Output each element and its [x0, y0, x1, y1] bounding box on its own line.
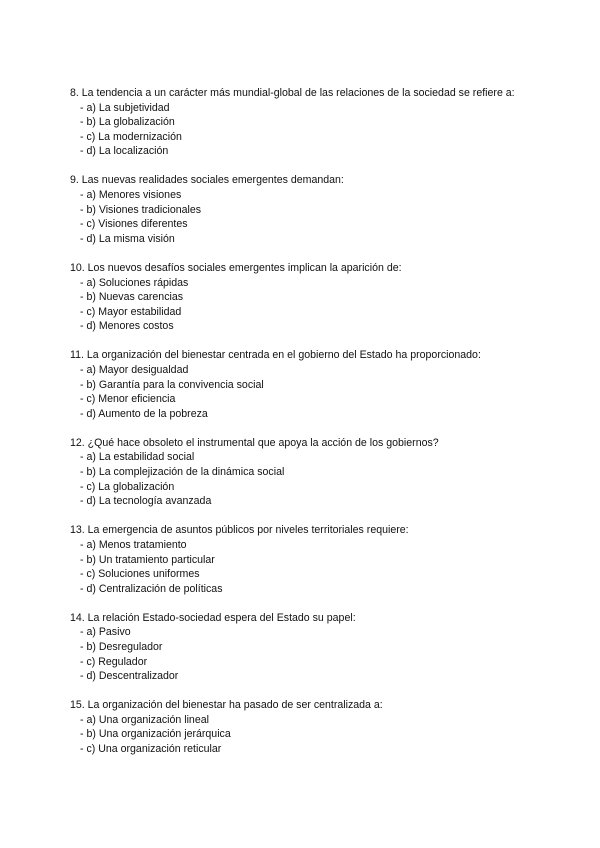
options-list: [70, 450, 540, 508]
option-a: - a) Mayor desigualdad: [80, 364, 189, 376]
question-text: 8. La tendencia a un carácter más mundial-global de las relaciones de la sociedad se refiere a:: [70, 87, 515, 99]
options-list: [70, 625, 540, 683]
option-a: - a) Una organización lineal: [80, 713, 209, 726]
question-9: [70, 173, 540, 246]
question-text: 9. Las nuevas realidades sociales emergentes demandan:: [70, 174, 344, 187]
option-c: - c) Regulador: [80, 655, 148, 668]
options-list: [70, 713, 540, 757]
option-b: - b) Una organización jerárquica: [80, 728, 231, 741]
option-c: - c) Una organización reticular: [80, 743, 222, 756]
question-text: 10. Los nuevos desafíos sociales emergentes implican la aparición de:: [70, 261, 402, 274]
options-list: [70, 538, 540, 596]
option-a: - a) Menos tratamiento: [80, 538, 187, 551]
options-list: [70, 363, 540, 421]
option-b: - b) Un tratamiento particular: [80, 553, 215, 566]
option-b: - b) Garantía para la convivencia social: [80, 378, 264, 391]
option-d: - d) La misma visión: [80, 232, 175, 245]
option-b: - b) Desregulador: [80, 641, 163, 653]
options-list: [70, 276, 540, 334]
question-text: 12. ¿Qué hace obsoleto el instrumental que apoya la acción de los gobiernos?: [70, 436, 439, 449]
option-a: - a) Menores visiones: [80, 189, 182, 202]
question-8: [70, 86, 540, 159]
option-b: - b) Visiones tradicionales: [80, 203, 202, 216]
question-14: [70, 611, 540, 684]
question-text: 11. La organización del bienestar centrada en el gobierno del Estado ha proporcionado:: [70, 349, 481, 362]
option-c: - c) La modernización: [80, 130, 182, 143]
question-10: [70, 261, 540, 334]
option-d: - d) La localización: [80, 145, 169, 158]
option-c: - c) La globalización: [80, 480, 175, 493]
option-d: - d) Menores costos: [80, 320, 174, 333]
option-d: - d) Descentralizador: [80, 670, 179, 683]
option-c: - c) Menor eficiencia: [80, 393, 176, 406]
option-a: - a) Soluciones rápidas: [80, 276, 189, 289]
document-page: [70, 86, 540, 771]
question-13: [70, 523, 540, 596]
option-a: - a) La subjetividad: [80, 101, 170, 114]
question-text: 15. La organización del bienestar ha pasado de ser centralizada a:: [70, 699, 383, 712]
options-list: [70, 101, 540, 159]
option-c: - c) Soluciones uniformes: [80, 568, 200, 581]
option-b: - b) Nuevas carencias: [80, 291, 184, 304]
question-11: [70, 348, 540, 421]
option-a: - a) La estabilidad social: [80, 451, 195, 464]
option-a: - a) Pasivo: [80, 626, 131, 639]
option-d: - d) La tecnología avanzada: [80, 495, 212, 508]
option-b: - b) La complejización de la dinámica social: [80, 466, 285, 479]
question-text: 13. La emergencia de asuntos públicos por niveles territoriales requiere:: [70, 524, 409, 537]
option-c: - c) Visiones diferentes: [80, 218, 188, 231]
question-text: 14. La relación Estado-sociedad espera del Estado su papel:: [70, 611, 356, 624]
option-d: - d) Aumento de la pobreza: [80, 407, 208, 420]
question-15: [70, 698, 540, 756]
options-list: [70, 188, 540, 246]
question-12: [70, 436, 540, 509]
option-c: - c) Mayor estabilidad: [80, 305, 182, 318]
option-d: - d) Centralización de políticas: [80, 582, 223, 595]
option-b: - b) La globalización: [80, 116, 175, 129]
